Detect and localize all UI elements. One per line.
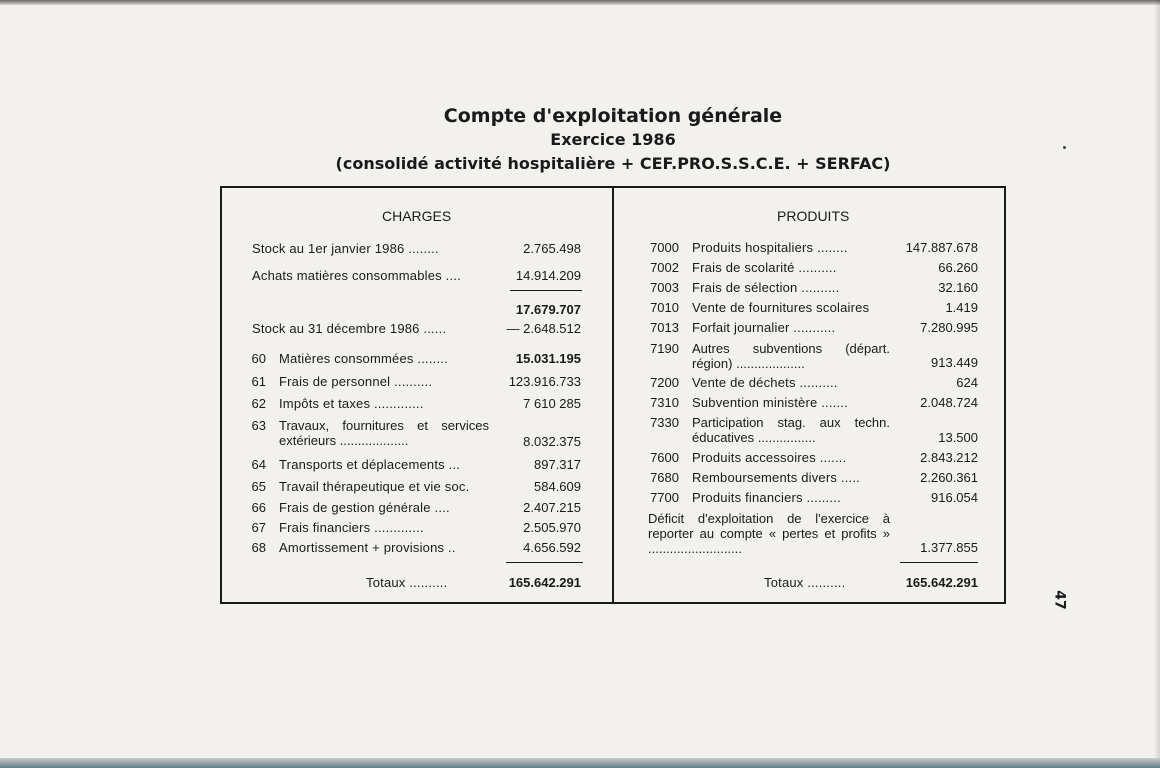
produits-item-label: Vente de déchets ..........	[692, 375, 838, 390]
page-bottom-edge	[0, 758, 1160, 768]
produits-item-amount: 32.160	[938, 280, 978, 295]
charges-item-label: Travaux, fournitures et services extérieurs ...................	[279, 418, 489, 448]
charges-item-amount: 15.031.195	[515, 351, 581, 366]
produits-total-label: Totaux ..........	[764, 575, 846, 590]
deficit-amount: 1.377.855	[920, 540, 978, 555]
produits-item-amount: 2.843.212	[920, 450, 978, 465]
produits-code: 7013	[650, 320, 679, 335]
charges-item-label: Transports et déplacements ...	[279, 457, 461, 472]
produits-code: 7700	[650, 490, 679, 505]
charges-item-amount: 8.032.375	[523, 434, 581, 449]
charges-row-label: Achats matières consommables ....	[252, 268, 461, 283]
charges-row-label: Stock au 31 décembre 1986 ......	[252, 321, 447, 336]
charges-item-amount: 7 610 285	[523, 396, 581, 411]
charges-code: 60	[251, 351, 266, 366]
title-line-1: Compte d'exploitation générale	[443, 105, 783, 127]
page-top-edge	[0, 0, 1160, 5]
charges-row-amount: — 2.648.512	[506, 321, 581, 336]
page-number: 47	[1051, 590, 1068, 610]
produits-item-label: Produits accessoires .......	[692, 450, 847, 465]
charges-item-amount: 2.407.215	[523, 500, 581, 515]
produits-code: 7000	[650, 240, 679, 255]
table-right-rule	[1004, 187, 1006, 603]
produits-item-amount: 147.887.678	[905, 240, 978, 255]
charges-code: 64	[251, 457, 266, 472]
charges-code: 63	[251, 418, 266, 433]
produits-item-amount: 2.260.361	[920, 470, 978, 485]
deficit-label: Déficit d'exploitation de l'exercice à reporter au compte « pertes et profits » ..........................	[648, 511, 890, 556]
charges-item-label: Frais de gestion générale ....	[279, 500, 450, 515]
produits-code: 7010	[650, 300, 679, 315]
charges-item-amount: 897.317	[534, 457, 581, 472]
produits-item-label: Forfait journalier ...........	[692, 320, 836, 335]
produits-total-amount: 165.642.291	[905, 575, 978, 590]
produits-item-label: Frais de scolarité ..........	[692, 260, 837, 275]
charges-item-label: Amortissement + provisions ..	[279, 540, 456, 555]
produits-item-label: Produits hospitaliers ........	[692, 240, 848, 255]
charges-item-amount: 584.609	[534, 479, 581, 494]
charges-total-label: Totaux ..........	[366, 575, 448, 590]
produits-item-amount: 2.048.724	[920, 395, 978, 410]
page-right-shadow	[1154, 0, 1160, 768]
charges-item-amount: 2.505.970	[523, 520, 581, 535]
produits-item-amount: 913.449	[931, 355, 978, 370]
produits-item-amount: 916.054	[931, 490, 978, 505]
charges-row-label: Stock au 1er janvier 1986 ........	[252, 241, 439, 256]
table-center-rule	[612, 187, 614, 603]
produits-code: 7003	[650, 280, 679, 295]
charges-code: 66	[251, 500, 266, 515]
produits-item-amount: 7.280.995	[920, 320, 978, 335]
title-line-2: Exercice 1986	[550, 130, 676, 149]
charges-total-amount: 165.642.291	[508, 575, 581, 590]
produits-total-rule	[900, 562, 978, 563]
charges-item-label: Travail thérapeutique et vie soc.	[279, 479, 470, 494]
charges-row-amount: 2.765.498	[523, 241, 581, 256]
document-title	[220, 104, 1006, 177]
produits-heading: PRODUITS	[777, 208, 850, 224]
charges-heading: CHARGES	[382, 208, 452, 224]
charges-code: 61	[251, 374, 266, 389]
produits-item-label: Participation stag. aux techn. éducatives ................	[692, 415, 890, 445]
charges-code: 62	[251, 396, 266, 411]
charges-item-label: Frais financiers .............	[279, 520, 424, 535]
charges-item-amount: 4.656.592	[523, 540, 581, 555]
produits-code: 7680	[650, 470, 679, 485]
charges-item-amount: 123.916.733	[508, 374, 581, 389]
subtotal-rule	[510, 290, 582, 291]
charges-row-amount: 14.914.209	[515, 268, 581, 283]
table-left-rule	[220, 187, 222, 603]
produits-code: 7600	[650, 450, 679, 465]
charges-code: 67	[251, 520, 266, 535]
produits-item-amount: 1.419	[945, 300, 978, 315]
produits-item-label: Frais de sélection ..........	[692, 280, 840, 295]
produits-code: 7310	[650, 395, 679, 410]
produits-item-label: Remboursements divers .....	[692, 470, 860, 485]
title-line-3: (consolidé activité hospitalière + CEF.PRO.S.S.C.E. + SERFAC)	[335, 154, 891, 173]
produits-item-label: Subvention ministère .......	[692, 395, 848, 410]
charges-item-label: Frais de personnel ..........	[279, 374, 433, 389]
produits-item-label: Produits financiers .........	[692, 490, 841, 505]
produits-code: 7190	[650, 341, 679, 356]
paper-speck	[1063, 146, 1066, 149]
charges-code: 65	[251, 479, 266, 494]
charges-subtotal-amount: 17.679.707	[515, 302, 581, 317]
charges-code: 68	[251, 540, 266, 555]
charges-total-rule	[506, 562, 583, 563]
produits-item-label: Autres subventions (départ. région) ...................	[692, 341, 890, 371]
charges-item-label: Matières consommées ........	[279, 351, 448, 366]
produits-item-amount: 624	[956, 375, 978, 390]
produits-item-amount: 66.260	[938, 260, 978, 275]
produits-code: 7330	[650, 415, 679, 430]
charges-item-label: Impôts et taxes .............	[279, 396, 424, 411]
produits-code: 7200	[650, 375, 679, 390]
produits-item-label: Vente de fournitures scolaires	[692, 300, 870, 315]
produits-code: 7002	[650, 260, 679, 275]
produits-item-amount: 13.500	[938, 430, 978, 445]
